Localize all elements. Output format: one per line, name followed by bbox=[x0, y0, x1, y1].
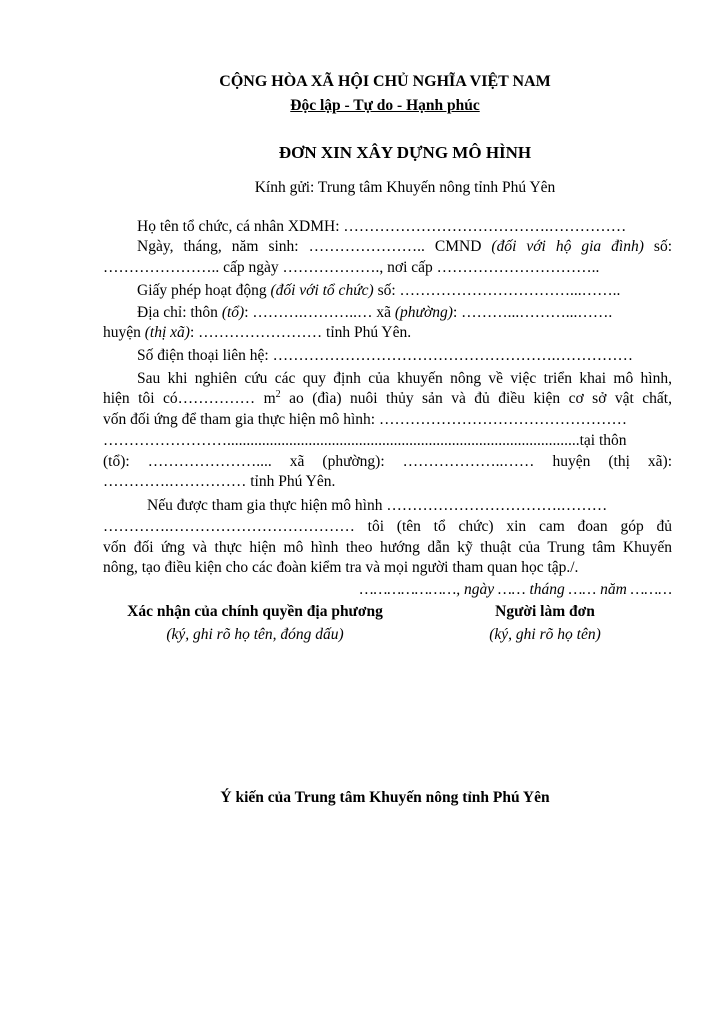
recipient-line: Kính gửi: Trung tâm Khuyến nông tỉnh Phú Yên bbox=[254, 179, 556, 196]
form-title: ĐƠN XIN XÂY DỰNG MÔ HÌNH bbox=[278, 143, 532, 162]
para1-line6: ………….…………… tỉnh Phú Yên. bbox=[103, 473, 336, 490]
dob-line bbox=[137, 237, 672, 257]
id-issue-line: ………………….. cấp ngày ………………., nơi cấp ………………………….. bbox=[103, 259, 600, 276]
dob-tail: số: bbox=[643, 238, 673, 255]
left-signature-title: Xác nhận của chính quyền địa phương bbox=[127, 603, 383, 620]
phone-line: Số điện thoại liên hệ: ……………………………………………….…………… bbox=[137, 347, 633, 364]
para1-line5: (tổ): ………………….... xã (phường): ………………..…… huyện (thị xã): bbox=[103, 453, 672, 470]
para1-line2b: ao (đìa) nuôi thủy sản và đủ điều kiện cơ sở vật chất, bbox=[280, 390, 672, 407]
para2-line3: vốn đối ứng và thực hiện mô hình theo hướng dẫn kỹ thuật của Trung tâm Khuyến bbox=[103, 539, 672, 556]
permit-line bbox=[137, 281, 620, 301]
address-mid: : ……….………..… xã bbox=[244, 304, 395, 321]
permit-note: (đối với tổ chức) bbox=[270, 282, 374, 299]
para1-line2a: hiện tôi có…………… m bbox=[103, 390, 276, 407]
para1-line4: ……………………...........................................................................................tại thôn bbox=[103, 432, 627, 449]
center-opinion-title: Ý kiến của Trung tâm Khuyến nông tỉnh Phú Yên bbox=[220, 789, 550, 806]
country-header: CỘNG HÒA XÃ HỘI CHỦ NGHĨA VIỆT NAM bbox=[219, 73, 551, 90]
para2-line4: nông, tạo điều kiện cho các đoàn kiểm tra và mọi người tham quan học tập./. bbox=[103, 559, 579, 576]
para1-line3: vốn đối ứng để tham gia thực hiện mô hình: ………………………………………… bbox=[103, 411, 627, 428]
right-signature-title: Người làm đơn bbox=[495, 603, 595, 620]
para1-line1: Sau khi nghiên cứu các quy định của khuyến nông về việc triển khai mô hình, bbox=[137, 370, 672, 387]
dob-note: (đối với hộ gia đình) bbox=[491, 238, 644, 255]
address-note-phuong: (phường) bbox=[394, 304, 453, 321]
permit-label: Giấy phép hoạt động bbox=[137, 282, 271, 299]
right-signature-note: (ký, ghi rõ họ tên) bbox=[489, 626, 601, 643]
date-line: …………………, ngày …… tháng …… năm ……… bbox=[359, 581, 672, 598]
org-name-dots: ………………………………….…………… bbox=[343, 218, 627, 235]
org-name-line bbox=[137, 217, 626, 237]
address-line bbox=[137, 303, 612, 323]
district-note: (thị xã) bbox=[144, 324, 190, 341]
address-note-to: (tổ) bbox=[221, 304, 245, 321]
district-line bbox=[103, 323, 411, 343]
square-superscript: 2 bbox=[275, 388, 281, 400]
motto bbox=[100, 96, 670, 116]
para1-line2 bbox=[103, 389, 672, 409]
dob-label: Ngày, tháng, năm sinh: ………………….. CMND bbox=[137, 238, 492, 255]
motto-text: Độc lập - Tự do - Hạnh phúc bbox=[290, 97, 480, 114]
para2-line2: ………….……………………………… tôi (tên tổ chức) xin cam đoan góp đủ bbox=[103, 518, 672, 535]
left-signature-note: (ký, ghi rõ họ tên, đóng dấu) bbox=[166, 626, 344, 643]
address-tail: : ………...………...……. bbox=[452, 304, 613, 321]
district-tail: : …………………… tỉnh Phú Yên. bbox=[189, 324, 412, 341]
district-label: huyện bbox=[103, 324, 145, 341]
org-name-label: Họ tên tổ chức, cá nhân XDMH: bbox=[137, 218, 344, 235]
permit-tail: số: ……………………………...…….. bbox=[373, 282, 621, 299]
para2-line1: Nếu được tham gia thực hiện mô hình …………………………….……… bbox=[147, 497, 608, 514]
address-label: Địa chỉ: thôn bbox=[137, 304, 222, 321]
